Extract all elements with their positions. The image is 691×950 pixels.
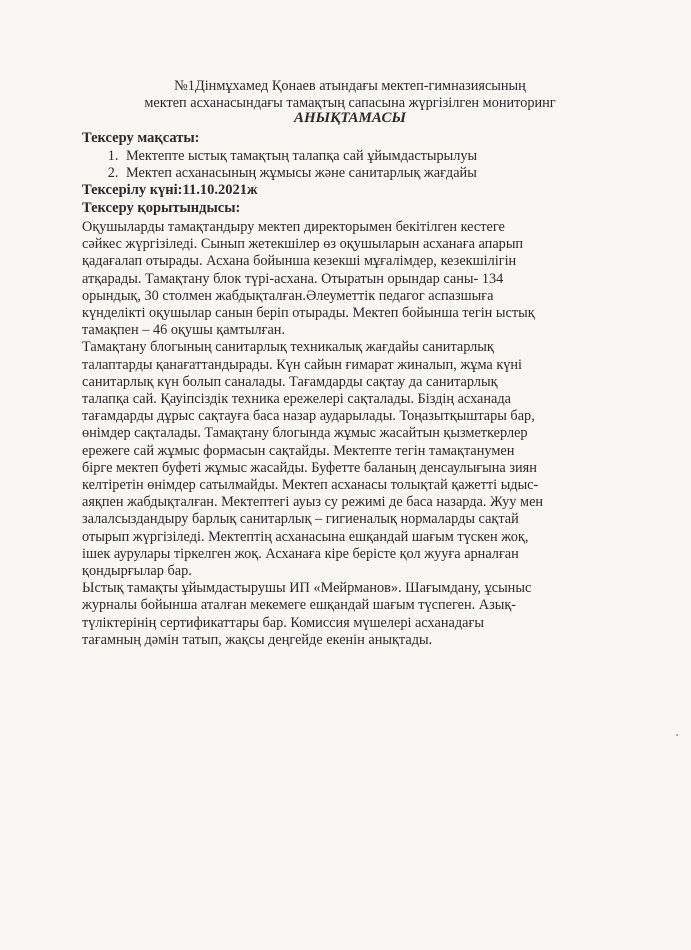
results-body <box>82 219 627 649</box>
goals-heading: Тексеру мақсаты: <box>82 130 200 146</box>
scan-speck <box>676 734 678 736</box>
header-subject: мектеп асханасындағы тамақтың сапасына жүргізілген мониторинг <box>144 95 556 111</box>
results-heading: Тексеру қорытындысы: <box>82 200 241 216</box>
goal-item: 1. Мектепте ыстық тамақтың талапқа сай ұйымдастырылуы <box>122 148 662 165</box>
check-date: Тексерілу күні:11.10.2021ж <box>82 182 258 198</box>
results-paragraph: Оқушыларды тамақтандыру мектеп директорымен бекітілген кестеге сәйкес жүргізіледі. Сынып жетекшілер өз оқушыларын асханаға апарып қадағалап отырады. Асхана бойынша кезекші мұғалімдер, кезекшілігін атқарады. Тамақтану блок түрі-асхана. Отыратын орындар саны- 134 орындық, 30 столмен жабдықталған.Әлеуметтік педагог аспазшыға күнделікті оқушылар санын беріп отырады. Мектеп бойынша тегін ыстық тамақпен – 46 оқушы қамтылған. <box>82 219 535 339</box>
goal-item: 2. Мектеп асханасының жұмысы және санитарлық жағдайы <box>122 165 662 182</box>
results-paragraph: Тамақтану блогының санитарлық техникалық жағдайы санитарлық талаптарды қанағаттандырады. Күн сайын ғимарат жиналып, жұма күні санитарлық күн болып саналады. Тағамдарды сақтау да санитарлық талапқа сай. Қауіпсіздік техника ережелері сақталады. Біздің асханада тағамдарды дұрыс сақтауға баса назар аударылады. Тоңазытқыштары бар, өнімдер сақталады. Тамақтану блогында жұмыс жасайтын қызметкерлер ережеге сай жұмыс формасын сақтайды. Мектепте тегін тамақтанумен бірге мектеп буфеті жұмыс жасайды. Буфетте баланың денсаулығына зиян келтіретін өнімдер сатылмайды. Мектеп асханасы толықтай қажетті ыдыс- аяқпен жабдықталған. Мектептегі ауыз су режимі де баса назарда. Жуу мен залалсыздандыру барлық санитарлық – гигиеналық нормаларды сақтай отырып жүргізіледі. Мектептің асханасына ешқандай шағым түскен жоқ, ішек аурулары тіркелген жоқ. Асханаға кіре берісте қол жууға арналған қондырғылар бар. <box>82 339 544 580</box>
goals-list <box>100 148 662 182</box>
header-school-name: №1Дінмұхамед Қонаев атындағы мектеп-гимназиясының <box>174 78 526 94</box>
document-title: АНЫҚТАМАСЫ <box>293 110 407 126</box>
results-paragraph: Ыстық тамақты ұйымдастырушы ИП «Мейрманов». Шағымдану, ұсыныс журналы бойынша аталған мекемеге ешқандай шағым түспеген. Азық- түліктерінің сертификаттары бар. Комиссия мүшелері асханадағы тағамның дәмін татып, жақсы деңгейде екенін анықтады. <box>82 580 532 648</box>
